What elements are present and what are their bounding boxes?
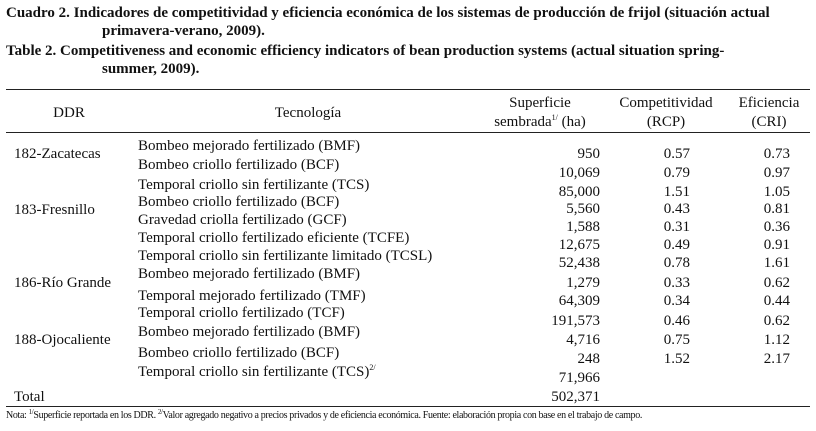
competitividad-cell: 0.75 [663,332,690,348]
eficiencia-cell: 1.12 [763,332,790,348]
technology-cell: Temporal criollo sin fertilizante limitado (TCSL) [138,248,433,264]
technology-cell: Bombeo criollo fertilizado (BCF) [138,194,340,210]
header-superficie-line2: sembrada$^{1/}$ (ha) [494,113,586,130]
eficiencia-cell: 0.36 [763,219,790,235]
table-note: Nota: $^{1/}$Superficie reportada en los DDR. $^{2/}$Valor agregado negativo a precios privados y de eficiencia económica. Fuente: elaboración propia con base en el trabajo de campo. [6,408,643,421]
eficiencia-cell: 0.81 [763,201,790,217]
superficie-cell: 10,069 [558,165,600,181]
superficie-cell: 248 [577,351,600,367]
eficiencia-cell: 0.62 [763,275,790,291]
competitividad-cell: 0.31 [663,219,690,235]
eficiencia-cell: 1.61 [763,255,790,271]
competitividad-cell: 0.34 [663,293,690,309]
competitividad-cell: 0.43 [663,201,690,217]
superficie-cell: 4,716 [566,332,600,348]
eficiencia-cell: 0.44 [763,293,790,309]
superficie-cell: 52,438 [558,255,600,271]
header-eficiencia-line1: Eficiencia [738,95,800,111]
technology-cell: Temporal mejorado fertilizado (TMF) [138,288,366,304]
total-label: Total [14,389,45,405]
superficie-cell: 1,279 [566,275,600,291]
competitividad-cell: 0.33 [663,275,690,291]
header-ddr: DDR [53,105,85,121]
superficie-cell: 191,573 [551,313,600,329]
total-value: 502,371 [551,389,600,405]
superficie-cell: 1,588 [566,219,600,235]
competitividad-cell: 1.52 [663,351,690,367]
caption-en-line1: Table 2. Competitiveness and economic efficiency indicators of bean production systems (actual situation spring- [6,43,725,59]
superficie-cell: 64,309 [558,293,600,309]
ddr-label: 183-Fresnillo [14,202,95,218]
ddr-label: 188-Ojocaliente [14,332,111,348]
competitividad-cell: 0.46 [663,313,690,329]
superficie-cell: 950 [577,146,600,162]
header-eficiencia-line2: (CRI) [751,114,787,130]
eficiencia-cell: 0.73 [763,146,790,162]
technology-cell: Bombeo mejorado fertilizado (BMF) [138,324,361,340]
caption-es-line1: Cuadro 2. Indicadores de competitividad y eficiencia económica de los sistemas de producción de frijol (situación actual [6,5,770,21]
ddr-label: 186-Río Grande [14,275,112,291]
technology-cell: Temporal criollo fertilizado eficiente (TCFE) [138,230,410,246]
competitividad-cell: 0.78 [663,255,690,271]
table-header-rule [6,132,810,133]
competitividad-cell: 1.51 [663,184,690,200]
superficie-cell: 12,675 [558,237,600,253]
caption-en-line2: summer, 2009). [102,61,200,77]
superficie-cell: 85,000 [558,184,600,200]
header-tecnologia: Tecnología [274,105,342,121]
technology-cell: Bombeo criollo fertilizado (BCF) [138,345,340,361]
table-top-rule [6,89,810,90]
eficiencia-cell: 0.97 [763,165,790,181]
table-bottom-rule [6,406,810,407]
superficie-cell: 71,966 [558,370,600,386]
header-superficie-line1: Superficie [509,95,571,111]
superficie-cell: 5,560 [566,201,600,217]
technology-cell: Bombeo criollo fertilizado (BCF) [138,157,340,173]
caption-es-line2: primavera-verano, 2009). [102,23,265,39]
eficiencia-cell: 1.05 [763,184,790,200]
competitividad-cell: 0.49 [663,237,690,253]
technology-cell: Temporal criollo fertilizado (TCF) [138,305,345,321]
technology-cell: Bombeo mejorado fertilizado (BMF) [138,266,361,282]
ddr-label: 182-Zacatecas [14,146,101,162]
technology-cell: Temporal criollo sin fertilizante (TCS) [138,177,370,193]
technology-cell: Gravedad criolla fertilizado (GCF) [138,212,347,228]
eficiencia-cell: 0.62 [763,313,790,329]
technology-cell: Temporal criollo sin fertilizante (TCS)$^{2/}$ [138,363,376,380]
eficiencia-cell: 0.91 [763,237,790,253]
competitividad-cell: 0.79 [663,165,690,181]
eficiencia-cell: 2.17 [763,351,790,367]
competitividad-cell: 0.57 [663,146,690,162]
technology-cell: Bombeo mejorado fertilizado (BMF) [138,138,361,154]
header-competitividad-line2: (RCP) [646,114,686,130]
header-competitividad-line1: Competitividad [619,95,713,111]
